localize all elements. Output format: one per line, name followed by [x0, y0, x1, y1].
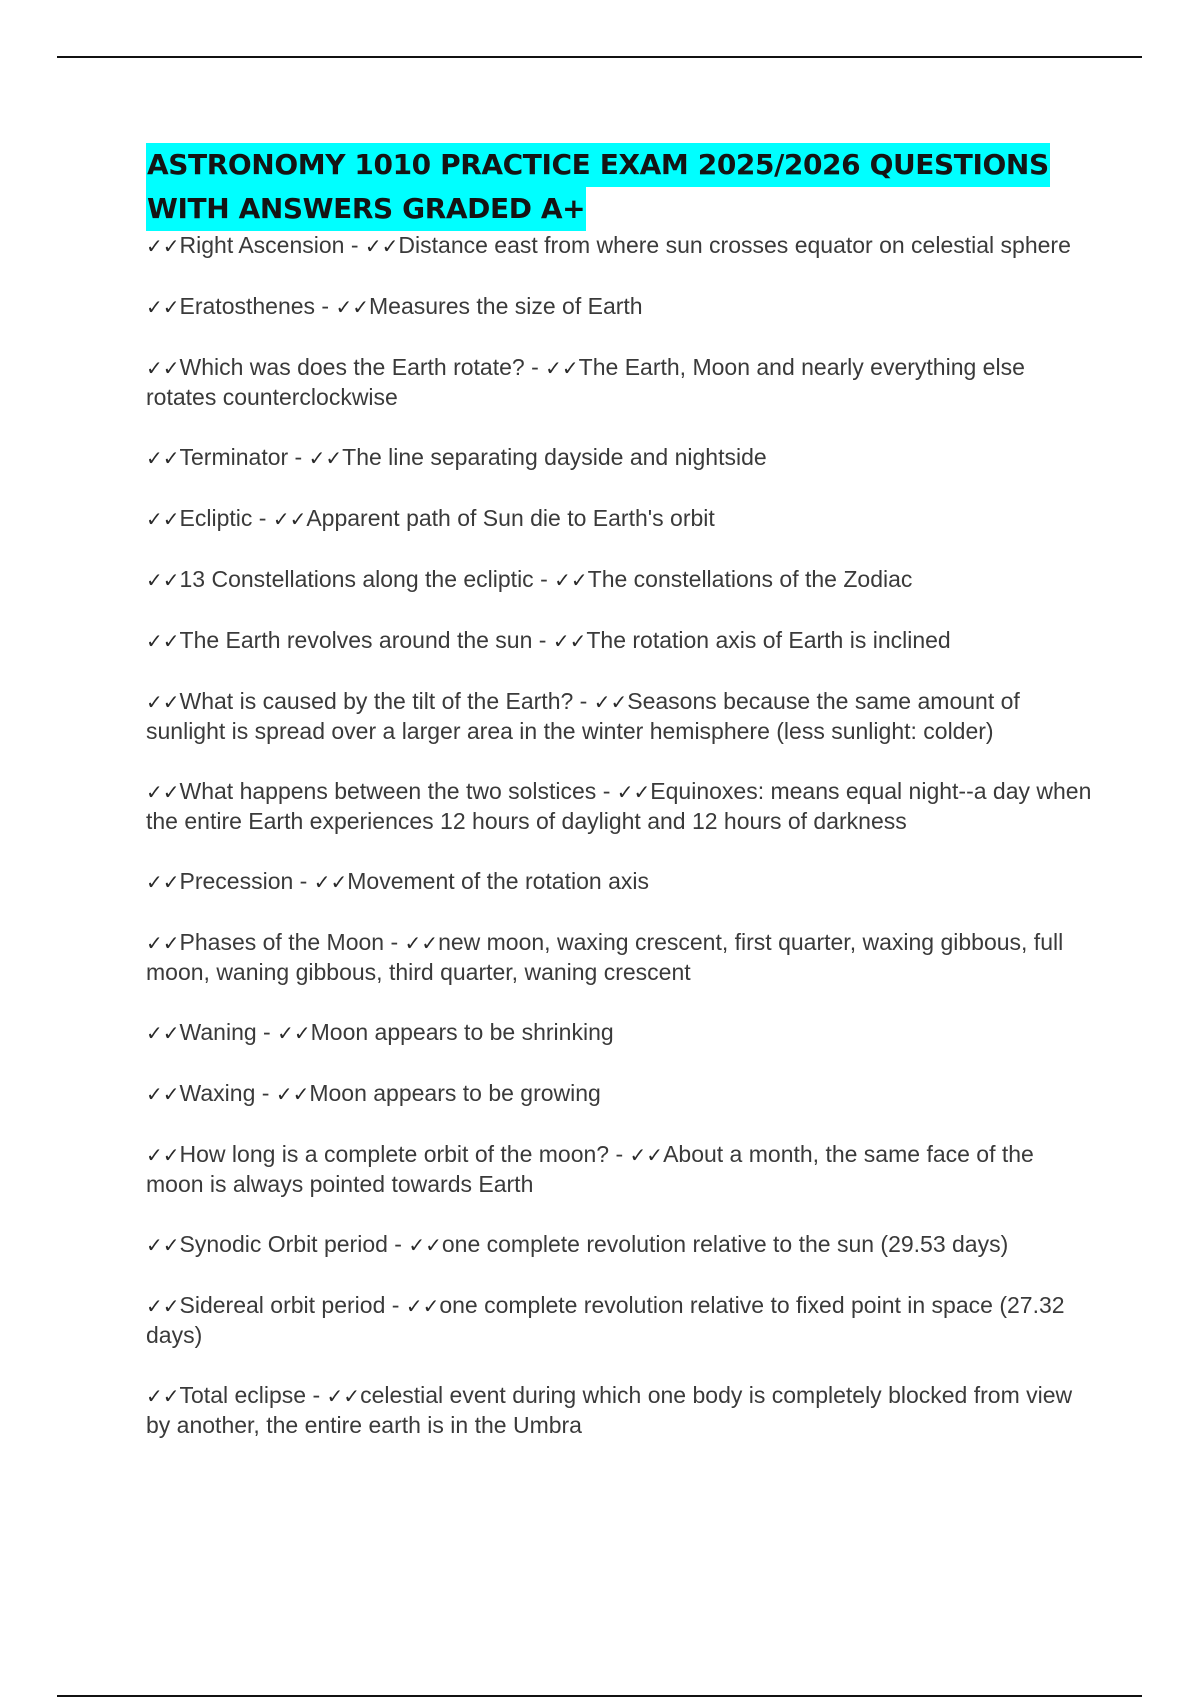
- question-term: Synodic Orbit period: [179, 1231, 388, 1257]
- separator: -: [315, 293, 336, 319]
- question-term: Total eclipse: [179, 1382, 307, 1408]
- double-check-icon: ✓✓: [277, 1021, 311, 1045]
- answer-definition: Moon appears to be growing: [309, 1080, 601, 1106]
- answer-definition: celestial event during which one body is completely blocked from view by another, the entire earth is in the Umbra: [146, 1382, 1073, 1438]
- separator: -: [387, 1231, 409, 1257]
- separator: -: [293, 868, 314, 894]
- qa-item: [146, 928, 1096, 987]
- separator: -: [344, 232, 365, 258]
- qa-list: [146, 231, 1096, 1440]
- qa-item: [146, 565, 1096, 595]
- qa-item: [146, 1381, 1096, 1440]
- double-check-icon: ✓✓: [364, 234, 399, 258]
- question-term: Which was does the Earth rotate?: [179, 354, 525, 380]
- answer-definition: one complete revolution relative to fixed point in space (27.32 days): [146, 1292, 1065, 1348]
- double-check-icon: ✓✓: [146, 1233, 180, 1257]
- question-term: Phases of the Moon: [179, 929, 385, 955]
- title-line-2: WITH ANSWERS GRADED A+: [146, 187, 586, 231]
- answer-definition: Movement of the rotation axis: [347, 868, 649, 894]
- answer-definition: The line separating dayside and nightside: [342, 444, 767, 470]
- double-check-icon: ✓✓: [554, 568, 588, 592]
- double-check-icon: ✓✓: [146, 870, 180, 894]
- question-term: How long is a complete orbit of the moon?: [179, 1141, 610, 1167]
- double-check-icon: ✓✓: [545, 356, 579, 380]
- separator: -: [609, 1141, 630, 1167]
- question-term: 13 Constellations along the ecliptic: [179, 566, 534, 592]
- double-check-icon: ✓✓: [146, 1143, 180, 1167]
- separator: -: [384, 929, 405, 955]
- answer-definition: Seasons because the same amount of sunlight is spread over a larger area in the winter hemisphere (less sunlight: colder): [146, 688, 1020, 744]
- double-check-icon: ✓✓: [146, 446, 180, 470]
- answer-definition: About a month, the same face of the moon is always pointed towards Earth: [146, 1141, 1034, 1197]
- title-line-1: ASTRONOMY 1010 PRACTICE EXAM 2025/2026 QUESTIONS: [146, 143, 1050, 187]
- separator: -: [524, 354, 546, 380]
- document-title: [146, 143, 1096, 231]
- question-term: Ecliptic: [179, 505, 253, 531]
- answer-definition: Measures the size of Earth: [369, 293, 643, 319]
- double-check-icon: ✓✓: [146, 356, 180, 380]
- qa-item: [146, 443, 1096, 473]
- answer-definition: new moon, waxing crescent, first quarter, waxing gibbous, full moon, waning gibbous, third quarter, waning crescent: [146, 929, 1064, 985]
- question-term: Waxing: [179, 1080, 256, 1106]
- double-check-icon: ✓✓: [405, 1294, 440, 1318]
- double-check-icon: ✓✓: [146, 1082, 180, 1106]
- double-check-icon: ✓✓: [408, 1233, 442, 1257]
- double-check-icon: ✓✓: [308, 446, 343, 470]
- double-check-icon: ✓✓: [629, 1143, 664, 1167]
- double-check-icon: ✓✓: [146, 1384, 180, 1408]
- double-check-icon: ✓✓: [146, 690, 180, 714]
- separator: -: [288, 444, 309, 470]
- double-check-icon: ✓✓: [616, 780, 651, 804]
- double-check-icon: ✓✓: [593, 690, 628, 714]
- answer-definition: Distance east from where sun crosses equator on celestial sphere: [398, 232, 1071, 258]
- qa-item: [146, 626, 1096, 656]
- double-check-icon: ✓✓: [335, 295, 370, 319]
- qa-item: [146, 504, 1096, 534]
- question-term: Terminator: [179, 444, 289, 470]
- separator: -: [255, 1080, 276, 1106]
- separator: -: [596, 778, 617, 804]
- qa-item: [146, 1018, 1096, 1048]
- qa-item: [146, 777, 1096, 836]
- double-check-icon: ✓✓: [146, 931, 180, 955]
- qa-item: [146, 867, 1096, 897]
- answer-definition: The rotation axis of Earth is inclined: [586, 627, 951, 653]
- double-check-icon: ✓✓: [146, 1021, 180, 1045]
- answer-definition: Moon appears to be shrinking: [310, 1019, 614, 1045]
- separator: -: [573, 688, 594, 714]
- double-check-icon: ✓✓: [326, 1384, 361, 1408]
- qa-item: [146, 1230, 1096, 1260]
- top-rule: [57, 56, 1142, 58]
- qa-item: [146, 231, 1096, 261]
- answer-definition: Apparent path of Sun die to Earth's orbit: [306, 505, 715, 531]
- qa-item: [146, 292, 1096, 322]
- answer-definition: The Earth, Moon and nearly everything else rotates counterclockwise: [146, 354, 1025, 410]
- separator: -: [306, 1382, 327, 1408]
- separator: -: [256, 1019, 278, 1045]
- double-check-icon: ✓✓: [552, 629, 587, 653]
- double-check-icon: ✓✓: [272, 507, 307, 531]
- question-term: Precession: [179, 868, 294, 894]
- question-term: What happens between the two solstices: [179, 778, 597, 804]
- document-body: [146, 143, 1096, 1471]
- double-check-icon: ✓✓: [146, 568, 180, 592]
- answer-definition: one complete revolution relative to the sun (29.53 days): [441, 1231, 1009, 1257]
- separator: -: [252, 505, 273, 531]
- qa-item: [146, 1079, 1096, 1109]
- separator: -: [385, 1292, 406, 1318]
- bottom-rule: [57, 1695, 1142, 1697]
- double-check-icon: ✓✓: [146, 1294, 180, 1318]
- question-term: Waning: [179, 1019, 257, 1045]
- double-check-icon: ✓✓: [275, 1082, 310, 1106]
- double-check-icon: ✓✓: [146, 629, 180, 653]
- double-check-icon: ✓✓: [404, 931, 439, 955]
- question-term: What is caused by the tilt of the Earth?: [179, 688, 574, 714]
- qa-item: [146, 353, 1096, 412]
- double-check-icon: ✓✓: [146, 295, 180, 319]
- double-check-icon: ✓✓: [313, 870, 348, 894]
- answer-definition: Equinoxes: means equal night--a day when the entire Earth experiences 12 hours of daylight and 12 hours of darkness: [146, 778, 1092, 834]
- qa-item: [146, 1291, 1096, 1350]
- question-term: Right Ascension: [179, 232, 345, 258]
- separator: -: [532, 627, 553, 653]
- answer-definition: The constellations of the Zodiac: [587, 566, 913, 592]
- double-check-icon: ✓✓: [146, 507, 180, 531]
- question-term: Sidereal orbit period: [179, 1292, 386, 1318]
- question-term: Eratosthenes: [179, 293, 316, 319]
- qa-item: [146, 687, 1096, 746]
- question-term: The Earth revolves around the sun: [179, 627, 533, 653]
- separator: -: [533, 566, 555, 592]
- double-check-icon: ✓✓: [146, 780, 180, 804]
- qa-item: [146, 1140, 1096, 1199]
- double-check-icon: ✓✓: [146, 234, 180, 258]
